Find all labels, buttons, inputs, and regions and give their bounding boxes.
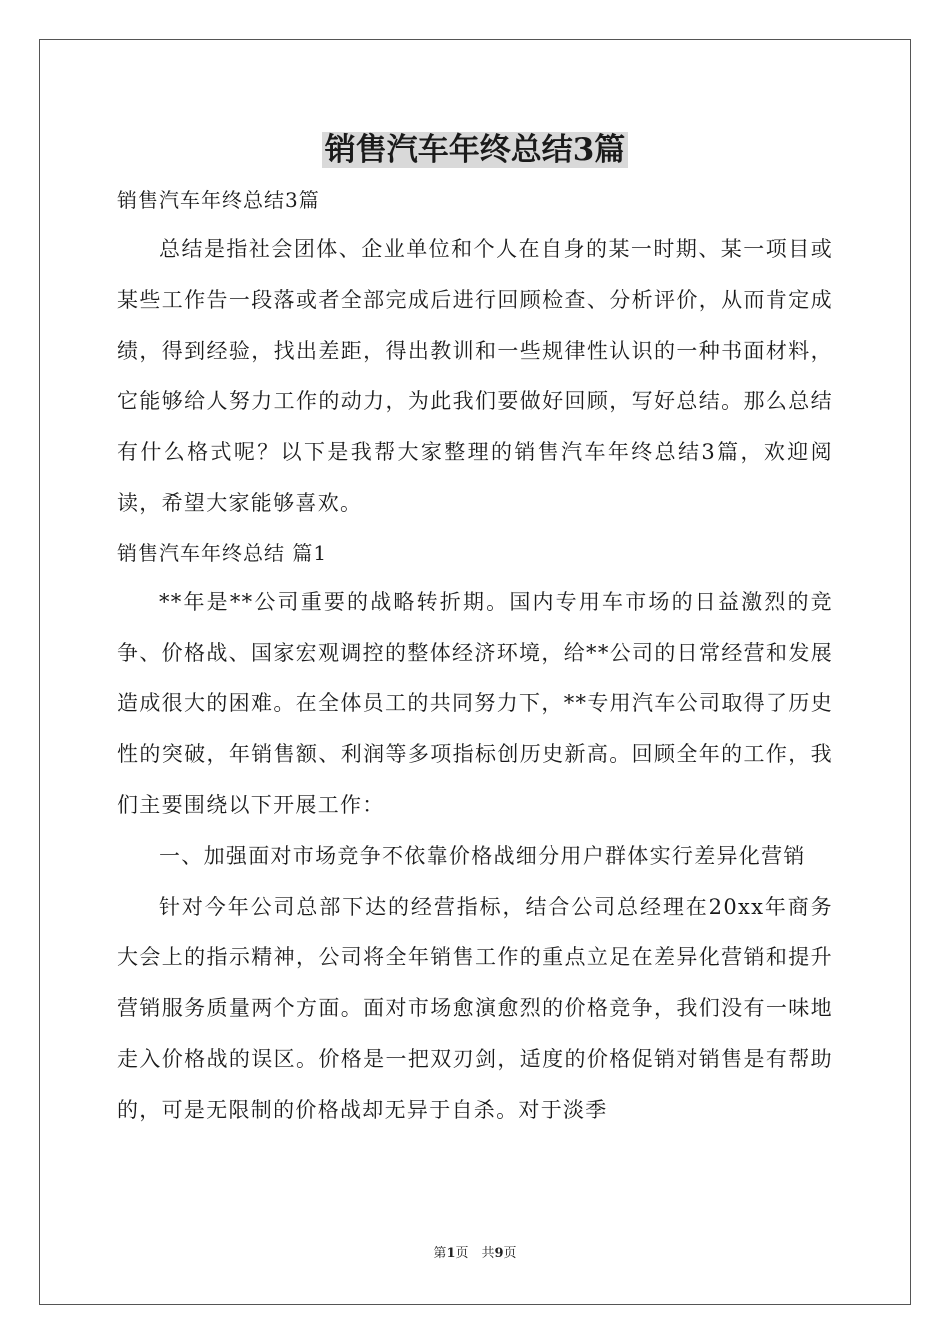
- document-subtitle: 销售汽车年终总结3篇: [117, 188, 320, 212]
- footer-page-mid: 页 共: [455, 1246, 495, 1261]
- document-body: [117, 176, 833, 1136]
- intro-paragraph: 总结是指社会团体、企业单位和个人在自身的某一时期、某一项目或某些工作告一段落或者全部完成后进行回顾检查、分析评价，从而肯定成绩，得到经验，找出差距，得出教训和一些规律性认识的一种书面材料，它能够给人努力工作的动力，为此我们要做好回顾，写好总结。那么总结有什么格式呢？以下是我帮大家整理的销售汽车年终总结3篇，欢迎阅读，希望大家能够喜欢。: [117, 237, 833, 515]
- section-point-heading: 一、加强面对市场竞争不依靠价格战细分用户群体实行差异化营销: [159, 843, 806, 868]
- document-title: [0, 128, 950, 172]
- section-heading: 销售汽车年终总结 篇1: [117, 540, 328, 565]
- footer-page-total: 9: [494, 1246, 504, 1261]
- footer-page-suffix: 页: [503, 1246, 517, 1261]
- document-title-text: 销售汽车年终总结3篇: [322, 132, 629, 168]
- section-paragraph: **年是**公司重要的战略转折期。国内专用车市场的日益激烈的竞争、价格战、国家宏观调控的整体经济环境，给**公司的日常经营和发展造成很大的困难。在全体员工的共同努力下，**专用汽车公司取得了历史性的突破，年销售额、利润等多项指标创历史新高。回顾全年的工作，我们主要围绕以下开展工作：: [117, 589, 833, 817]
- section-paragraph: 针对今年公司总部下达的经营指标，结合公司总经理在20xx年商务大会上的指示精神，公司将全年销售工作的重点立足在差异化营销和提升营销服务质量两个方面。面对市场愈演愈烈的价格竞争，我们没有一味地走入价格战的误区。价格是一把双刃剑，适度的价格促销对销售是有帮助的，可是无限制的价格战却无异于自杀。对于淡季: [117, 894, 833, 1122]
- page-footer: [0, 1242, 950, 1261]
- footer-page-current: 1: [446, 1246, 456, 1261]
- footer-page-prefix: 第: [433, 1246, 447, 1261]
